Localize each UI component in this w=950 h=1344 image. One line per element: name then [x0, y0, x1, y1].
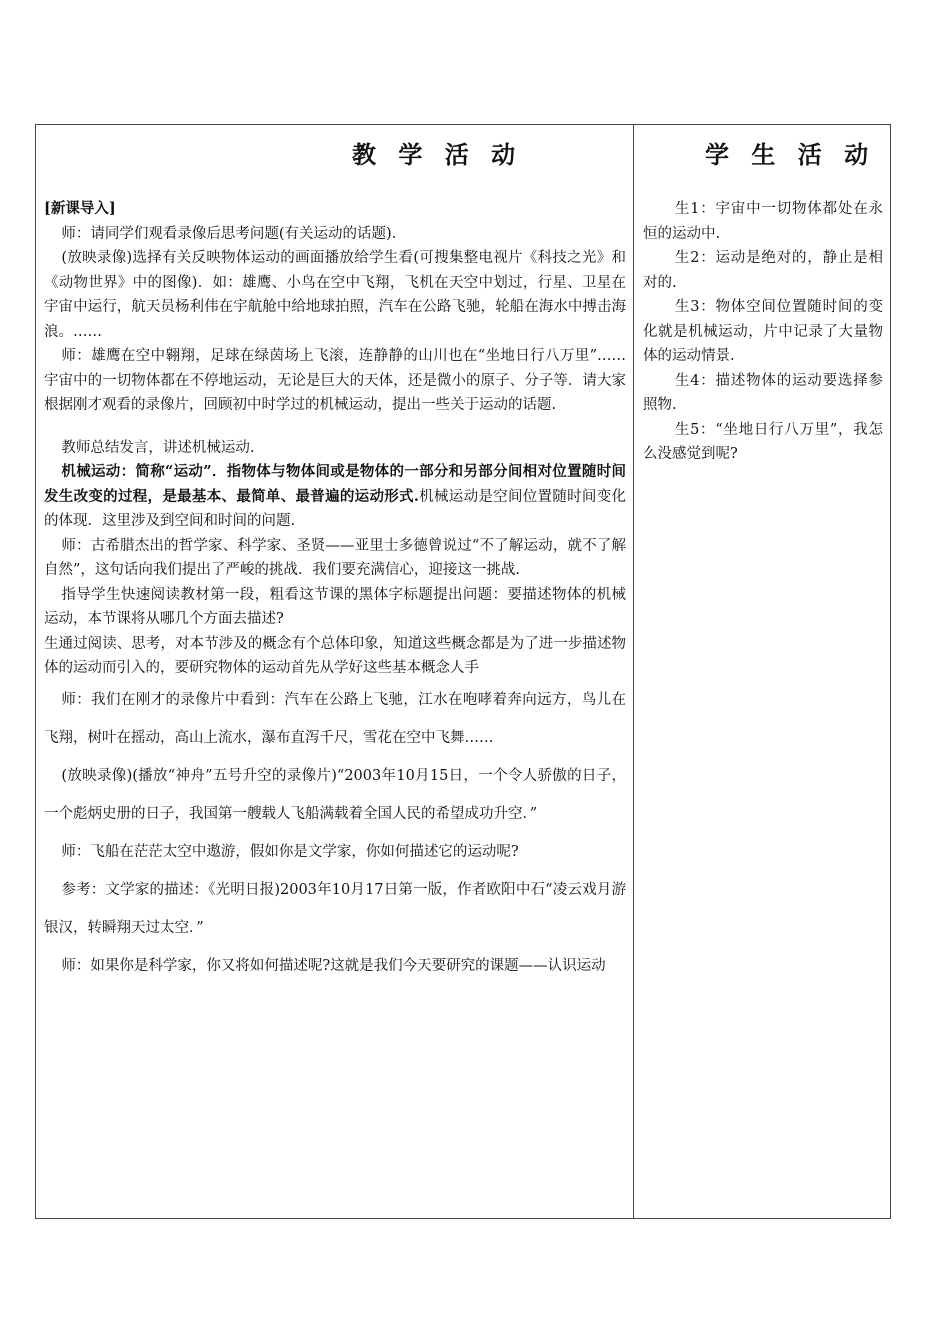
paragraph-2: (放映录像)选择有关反映物体运动的画面播放给学生看(可搜集整电视片《科技之光》和《动物世界》中的图像)．如：雄鹰、小鸟在空中飞翔，飞机在天空中划过，行星、卫星在宇宙中运行，航天员杨利伟在宇航舱中给地球拍照，汽车在公路飞驰，轮船在海水中搏击海浪。……: [44, 250, 626, 340]
teaching-activity-content: [44, 197, 626, 985]
paragraph-8: 生通过阅读、思考，对本节涉及的概念有个总体印象，知道这些概念都是为了进一步描述物体的运动而引入的，要研究物体的运动首先从学好这些基本概念人手: [44, 635, 626, 676]
mechanical-motion-definition: 机械运动：简称“运动”．指物体与物体间或是物体的一部分和另部分间相对位置随时间发生改变的过程，是最基本、最简单、最普遍的运动形式.: [44, 463, 626, 505]
paragraph-9: 师：我们在刚才的录像片中看到：汽车在公路上飞驰，江水在咆哮着奔向远方，鸟儿在飞翔，树叶在摇动，高山上流水，瀑布直泻千尺，雪花在空中飞舞……: [44, 691, 626, 746]
paragraph-11: 师：飞船在茫茫太空中遨游，假如你是文学家，你如何描述它的运动呢?: [61, 843, 519, 860]
student-response-2: 生2：运动是绝对的，静止是相对的.: [643, 250, 883, 291]
lesson-table: [35, 124, 891, 1219]
student-response-1: 生1：宇宙中一切物体都处在永恒的运动中.: [643, 201, 883, 242]
lead-label: [新课导入]: [44, 200, 116, 217]
paragraph-3: 师：雄鹰在空中翱翔，足球在绿茵场上飞滚，连静静的山川也在“坐地日行八万里”……宇宙中的一切物体都在不停地运动，无论是巨大的天体，还是微小的原子、分子等．请大家根据刚才观看的录像片，回顾初中时学过的机械运动，提出一些关于运动的话题.: [44, 348, 626, 413]
paragraph-6: 师：古希腊杰出的哲学家、科学家、圣贤——亚里士多德曾说过“不了解运动，就不了解自然”，这句话向我们提出了严峻的挑战．我们要充满信心，迎接这一挑战.: [44, 537, 626, 578]
paragraph-4: 教师总结发言，讲述机械运动.: [61, 439, 255, 456]
student-activity-content: [643, 197, 883, 467]
mechanical-motion-note: 机械运动是空间位置随时间变化的体现．这里涉及到空间和时间的问题.: [44, 488, 627, 529]
teaching-activity-heading: 教 学 活 动: [352, 141, 523, 169]
student-response-5: 生5：“坐地日行八万里”，我怎么没感觉到呢?: [643, 421, 883, 462]
paragraph-12: 参考：文学家的描述：《光明日报)2003年10月17日第一版，作者欧阳中石“凌云戏月游银汉，转瞬翔天过太空．”: [44, 881, 626, 936]
paragraph-10: (放映录像)(播放“神舟”五号升空的录像片)“2003年10月15日，一个令人骄傲的日子，一个彪炳史册的日子，我国第一艘载人飞船满载着全国人民的希望成功升空．”: [44, 767, 626, 822]
paragraph-1: 师：请同学们观看录像后思考问题(有关运动的话题).: [61, 225, 397, 242]
student-response-4: 生4：描述物体的运动要选择参照物.: [643, 372, 883, 413]
student-activity-heading: 学 生 活 动: [705, 141, 876, 169]
paragraph-13: 师：如果你是科学家，你又将如何描述呢?这就是我们今天要研究的课题——认识运动: [61, 957, 606, 974]
paragraph-7: 指导学生快速阅读教材第一段，粗看这节课的黑体字标题提出问题：要描述物体的机械运动，本节课将从哪几个方面去描述?: [44, 586, 626, 627]
spacer: [44, 418, 626, 436]
column-divider: [633, 125, 634, 1218]
paragraph-5: [44, 460, 626, 534]
student-response-3: 生3：物体空间位置随时间的变化就是机械运动，片中记录了大量物体的运动情景.: [643, 299, 883, 364]
